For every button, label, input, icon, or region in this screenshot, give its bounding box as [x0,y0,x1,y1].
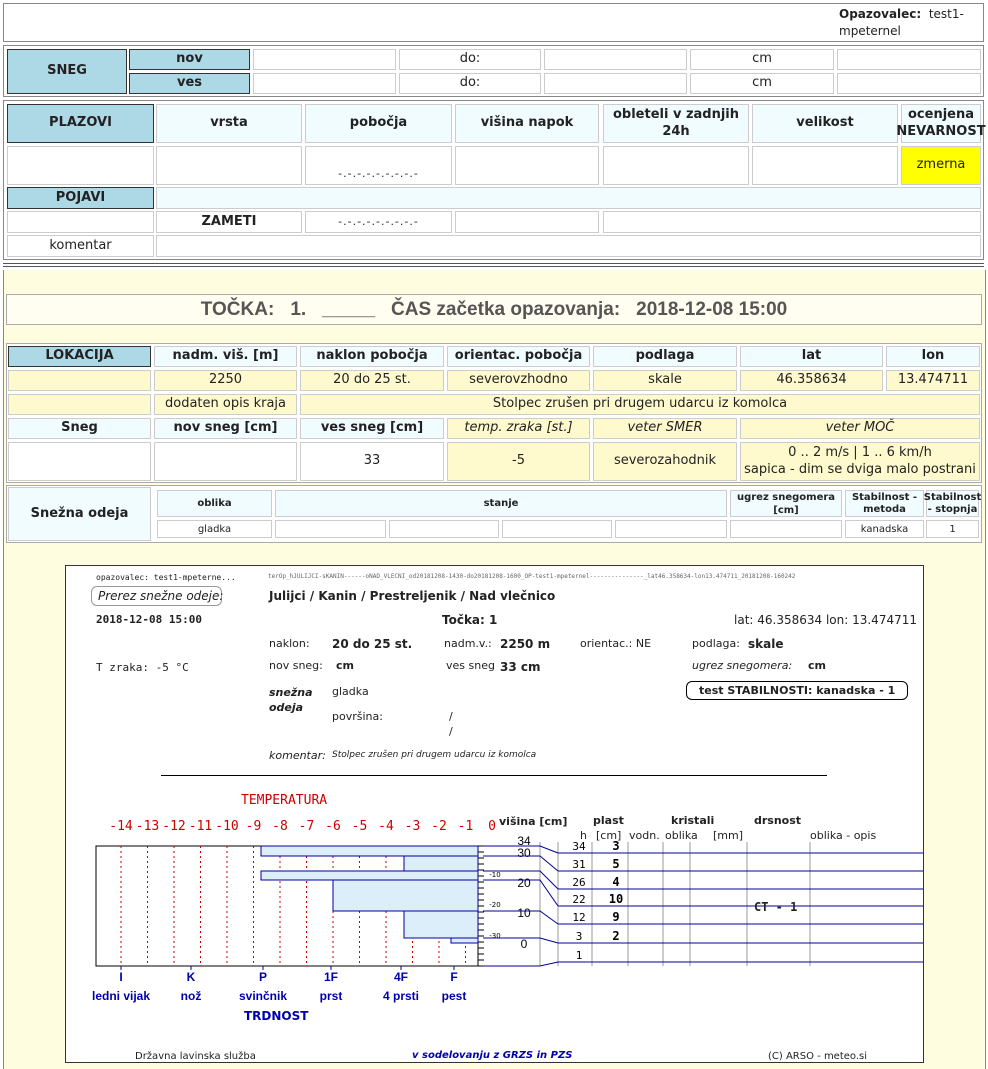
ves-label: ves sneg [446,659,495,672]
lok-col: orientac. pobočja [447,346,590,367]
nov-value: cm [336,659,354,672]
pojavi-dashes: -.-.-.-.-.-.-.-.- [305,211,452,233]
hardness-bar [333,880,478,911]
snow-col: veter MOČ [740,418,980,439]
trdnost-label: TRDNOST [244,1009,309,1023]
profile-tiny-left: opazovalec: test1-mpeterne... [96,573,236,582]
snow-col: ves sneg [cm] [300,418,444,439]
sub-h: h [580,829,587,842]
plazovi-pobocja-dashes: -.-.-.-.-.-.-.-.- [305,146,452,185]
wind-strength [740,442,980,481]
sneg-cell [837,73,981,94]
temp-tick: -8 [272,819,288,834]
tocka-label: TOČKA: [200,298,275,320]
odeja-val: gladka [157,520,272,538]
ct-result: CT - 1 [754,900,798,914]
pojavi-cell [7,211,154,233]
layer-height: 31 [572,858,586,871]
temp-tick: 0 [488,819,496,834]
height-scale: 10 [517,906,531,920]
hardness-letter: F [450,970,458,984]
danger-level: zmerna [901,146,981,185]
sneg-cm-1: cm [690,49,834,70]
layer-hardness: 4 [612,875,620,889]
tzraka: T zraka: -5 °C [96,661,189,674]
visina-header: višina [cm] [499,815,568,828]
hardness-word: prst [319,989,343,1003]
snow-profile-image [65,565,924,1063]
hardness-word: ledni vijak [91,989,151,1003]
nadm-value: 2250 m [500,637,551,651]
nov-label: nov sneg: [269,659,323,672]
plazovi-col-visina: višina napok [455,104,599,143]
wind-line-1: 0 .. 2 m/s | 1 .. 6 km/h [788,444,932,460]
sub-mm: [mm] [713,829,744,842]
plazovi-col-vrsta: vrsta [156,104,302,143]
lok-col: nadm. viš. [m] [154,346,297,367]
snow-col: nov sneg [cm] [154,418,297,439]
hardness-word: nož [180,989,202,1003]
hardness-bar [404,911,478,938]
lok-val: severovzhodno [447,370,590,391]
plazovi-col-velikost: velikost [752,104,898,143]
nevarnost-h2: NEVARNOST [896,123,986,139]
footer-right: (C) ARSO - meteo.si [768,1051,868,1062]
hardness-bar [261,871,478,880]
lok-col: naklon pobočja [300,346,444,367]
odeja-col: ugrez snegomera [cm] [730,490,842,517]
hardness-letter: P [258,970,268,984]
layer-height: 3 [575,930,583,943]
temp-tick: -13 [135,819,160,834]
nevarnost-h1: ocenjena [907,106,974,122]
observer-name: test1- [928,7,964,21]
odeja-col: oblika [157,490,272,517]
snow-val: 33 [300,442,444,481]
layer-height: 22 [572,893,586,906]
plazovi-col-nevarnost [896,104,986,143]
nadm-label: nadm.v.: [444,637,492,650]
snow-val: severozahodnik [593,442,737,481]
hardness-word: svinčnik [238,989,288,1003]
footer-left: Državna lavinska služba [135,1051,256,1062]
observer-box [3,3,984,42]
sneg-cm-2: cm [690,73,834,94]
prerez-label: Prerez snežne odeje: [91,586,222,606]
tocka-bar [6,294,982,325]
observer-name-2: mpeternel [839,24,901,38]
temp-tick: -10 [215,819,239,834]
small-scale: -30 [489,932,501,940]
lok-val: 46.358634 [740,370,883,391]
tocka-blank: _____ [322,298,376,320]
temp-tick: -7 [298,819,315,834]
sneg-cell [544,73,687,94]
stability-badge: test STABILNOSTI: kanadska - 1 [686,681,908,700]
sub-vodn: vodn. [629,829,660,842]
hardness-letter: I [119,970,123,984]
podlaga-value: skale [748,637,784,651]
odeja-val [730,520,842,538]
odeja-col: stanje [275,490,727,517]
hardness-bar [404,856,478,871]
temp-tick: -14 [109,819,133,834]
layer-height: 26 [572,876,586,889]
snow-col: veter SMER [593,418,737,439]
komentar-value [156,235,981,257]
temp-tick: -9 [245,819,262,834]
odeja-val: kanadska [845,520,924,538]
plazovi-col-obleteli: obleteli v zadnjih 24h [603,104,749,143]
small-scale: -20 [489,901,501,909]
profile-tiny-right: terOp_hJULIJCI-sKANIN------oNAD_VLECNI_od20181208-1430-do20181208-1600_OP-test1-mpeternel---------------_lat46.358634-lon13.474711_20181208-160242 [268,573,796,580]
plazovi-col-pobocja: pobočja [305,104,452,143]
sneg-do-2: do: [399,73,541,94]
separator [3,263,984,267]
layer-hardness: 2 [612,929,620,943]
plazovi-cell [752,146,898,185]
hardness-word: pest [441,989,467,1003]
hardness-letter: 1F [323,970,339,984]
kristali-header: kristali [671,814,715,827]
profile-date: 2018-12-08 15:00 [96,613,202,626]
temp-tick: -1 [457,819,474,834]
lok-val: 13.474711 [886,370,980,391]
snow-val [154,442,297,481]
naklon-label: naklon: [269,637,310,650]
hardness-letter: K [186,970,196,984]
hardness-bar [261,846,478,856]
temp-tick: -12 [162,819,186,834]
odeja-cell [502,520,612,538]
snow-cell [8,442,151,481]
pojavi-zameti: ZAMETI [156,211,302,233]
hardness-word: 4 prsti [382,989,420,1003]
pojavi-title: POJAVI [7,187,154,209]
odeja-cell [389,520,499,538]
oblika-value: gladka [332,685,369,698]
sneg-title: SNEG [7,49,127,94]
plazovi-title: PLAZOVI [7,104,154,143]
ugrez-label: ugrez snegomera: [692,659,793,672]
ugrez-value: cm [808,659,826,672]
height-scale: 34 [517,834,531,848]
height-scale: 20 [517,876,531,890]
slash-2: / [449,725,453,738]
pojavi-bar [156,187,981,209]
plazovi-cell [455,146,599,185]
plazovi-cell [7,146,154,185]
wind-line-2: sapica - dim se dviga malo postrani [744,461,976,477]
temp-tick: -6 [325,819,341,834]
sneg-ves: ves [129,73,250,94]
layer-hardness: 9 [612,910,620,924]
podlaga-label: podlaga: [692,637,740,650]
povrsina-label: površina: [332,710,383,723]
cas-label: ČAS začetka opazovanja: [391,298,621,320]
lok-col: podlaga [593,346,737,367]
layer-hardness: 10 [608,892,624,906]
odeja-cell [275,520,386,538]
lok-cell [8,394,151,415]
plazovi-cell [603,146,749,185]
sub-oblika: oblika [665,829,698,842]
snezna-label-1: snežna [269,686,313,699]
height-scale: 0 [520,937,528,951]
lok-val: skale [593,370,737,391]
temp-tick: -5 [351,819,368,834]
profile-latlon: lat: 46.358634 lon: 13.474711 [734,613,917,627]
lok-col: lat [740,346,883,367]
odeja-cell [615,520,727,538]
snezna-label-2: odeja [269,701,304,714]
small-scale: -10 [489,871,501,879]
ves-value: 33 cm [500,660,541,674]
pojavi-cell [455,211,599,233]
snow-col: temp. zraka [st.] [447,418,590,439]
odeja-col: Stabilnost - metoda [845,490,924,517]
layer-connector [483,962,558,966]
temp-tick: -4 [378,819,394,834]
sneg-cell [544,49,687,70]
temp-tick: -3 [404,819,421,834]
odeja-col: Stabilnost - stopnja [926,490,979,517]
temp-title: TEMPERATURA [241,793,328,808]
opis-label: dodaten opis kraja [154,394,297,415]
odeja-title: Snežna odeja [8,487,151,541]
layer-hardness: 3 [612,839,620,853]
hardness-letter: 4F [393,970,409,984]
plazovi-cell [156,146,302,185]
lok-val: 2250 [154,370,297,391]
lokacija-title: LOKACIJA [8,346,151,367]
profile-tocka: Točka: 1 [442,613,498,627]
orient-label: orientac.: NE [580,637,652,650]
observer-label: Opazovalec: [839,7,922,21]
layer-height: 12 [572,911,586,924]
plast-header: plast [593,814,624,827]
sneg-cell [837,49,981,70]
layer-height: 34 [572,840,586,853]
profile-location: Julijci / Kanin / Prestreljenik / Nad vlečnico [269,589,556,603]
lok-cell [8,370,151,391]
temp-tick: -2 [431,819,447,834]
temp-tick: -11 [188,819,213,834]
height-scale: 30 [517,846,531,860]
layer-hardness: 5 [612,857,620,871]
sneg-title-2: Sneg [8,418,151,439]
pojavi-cell [603,211,981,233]
hardness-bar [451,938,478,943]
naklon-value: 20 do 25 st. [332,637,413,651]
drsnost-header: drsnost [754,814,802,827]
opis-value: Stolpec zrušen pri drugem udarcu iz komolca [300,394,980,415]
sneg-nov: nov [129,49,250,70]
sneg-do-1: do: [399,49,541,70]
snow-val: -5 [447,442,590,481]
sneg-cell [253,73,396,94]
layer-height: 1 [575,949,583,962]
sub-cm: [cm] [596,829,622,842]
komentar-text: Stolpec zrušen pri drugem udarcu iz komolca [332,750,537,760]
komentar-label-2: komentar: [269,749,326,762]
lok-val: 20 do 25 st. [300,370,444,391]
slash-1: / [449,710,453,723]
cas-value: 2018-12-08 15:00 [636,298,788,320]
sub-opis: oblika - opis [810,829,877,842]
odeja-val: 1 [926,520,979,538]
komentar-label: komentar [7,235,154,257]
footer-mid: v sodelovanju z GRZS in PZS [412,1050,573,1061]
sneg-cell [253,49,396,70]
tocka-num: 1. [290,298,307,320]
lok-col: lon [886,346,980,367]
